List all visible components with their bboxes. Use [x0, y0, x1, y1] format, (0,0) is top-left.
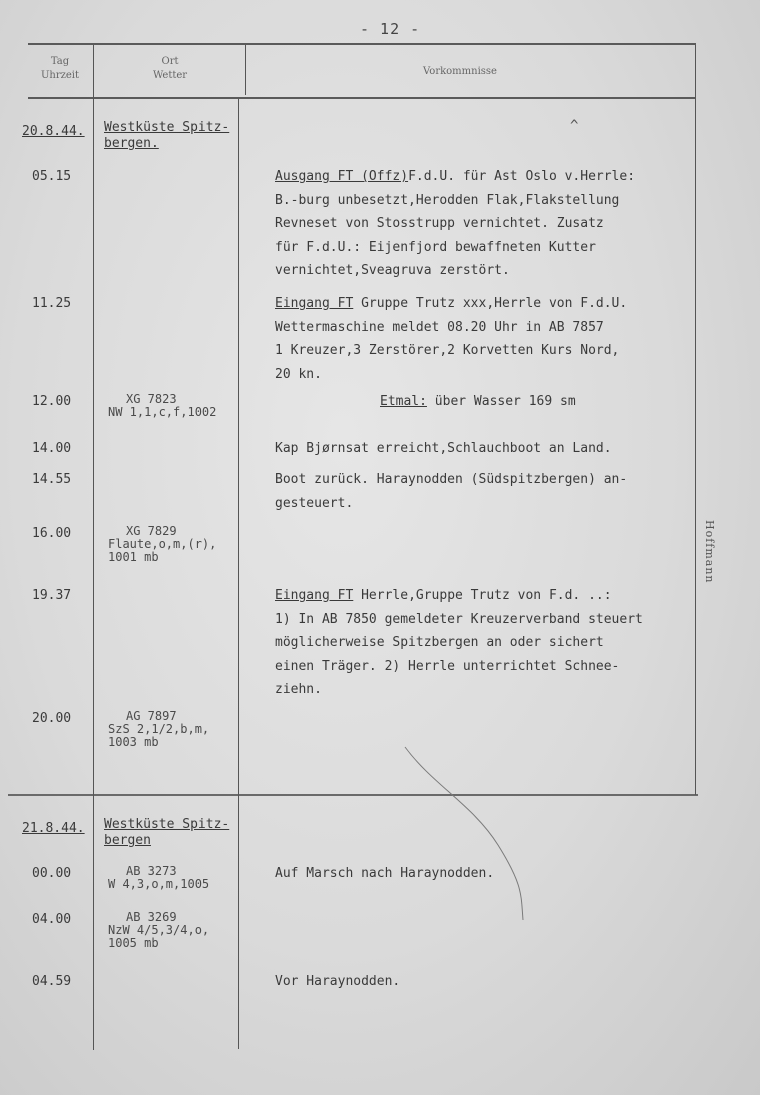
entry-text-line: 1) In AB 7850 gemeldeter Kreuzerverband steuert: [275, 611, 643, 627]
entry-place-weather: AB 3269: [126, 910, 177, 924]
section-place: bergen.: [104, 136, 159, 151]
entry-time: 11.25: [32, 296, 72, 311]
entry-place-weather: Flaute,o,m,(r),: [108, 537, 217, 551]
entry-time: 14.00: [32, 441, 72, 456]
entry-place-weather: NW 1,1,c,f,1002: [108, 405, 217, 419]
side-note: Hoffmann: [703, 520, 716, 584]
entry-text-line: möglicherweise Spitzbergen an oder sichert: [275, 635, 604, 650]
entry-text: Boot zurück. Haraynodden (Südspitzbergen) an-: [275, 472, 628, 487]
entry-time: 04.59: [32, 974, 72, 989]
column-divider-2-lower: [238, 99, 239, 1049]
entry-place-weather: XG 7823: [126, 392, 177, 406]
entry-text-line: [275, 584, 612, 607]
entry-text-line: vernichtet,Sveagruva zerstört.: [275, 263, 510, 278]
entry-time: 14.55: [32, 472, 72, 487]
entry-text-line: 1 Kreuzer,3 Zerstörer,2 Korvetten Kurs Nord,: [275, 343, 620, 358]
entry-place-weather: 1005 mb: [108, 936, 159, 950]
column-divider-3: [695, 45, 696, 795]
entry-text: über Wasser 169 sm: [426, 394, 576, 409]
stray-mark: ^: [570, 118, 579, 134]
entry-text: Kap Bjørnsat erreicht,Schlauchboot an Land.: [275, 441, 612, 456]
entry-text-line: Revneset von Stosstrupp vernichtet. Zusatz: [275, 216, 604, 231]
entry-text: F.d.U. für Ast Oslo v.Herrle:: [408, 169, 636, 184]
entry-text-line: [275, 970, 400, 993]
entry-text-line: ziehn.: [275, 682, 322, 697]
entry-place-weather: 1001 mb: [108, 550, 159, 564]
entry-text-line: gesteuert.: [275, 495, 354, 511]
table-top-rule: [28, 43, 696, 45]
entry-text-line: B.-burg unbesetzt,Herodden Flak,Flakstellung: [275, 192, 620, 208]
entry-time: 12.00: [32, 394, 72, 409]
header-bottom-rule: [28, 97, 696, 99]
entry-place-weather: NzW 4/5,3/4,o,: [108, 923, 210, 937]
section-place: bergen: [104, 833, 151, 848]
entry-label: Etmal:: [380, 394, 427, 409]
entry-time: 20.00: [32, 711, 72, 726]
entry-text: Vor Haraynodden.: [275, 974, 401, 989]
entry-label: Eingang FT: [275, 296, 354, 311]
entry-label: Eingang FT: [275, 588, 354, 603]
entry-time: 05.15: [32, 169, 72, 184]
entry-text-line: einen Träger. 2) Herrle unterrichtet Schnee-: [275, 658, 620, 674]
entry-place-weather: SzS 2,1/2,b,m,: [108, 722, 210, 736]
entry-time: 04.00: [32, 912, 72, 927]
entry-time: 00.00: [32, 866, 72, 881]
header-col-date-time: Tag Uhrzeit: [40, 56, 80, 81]
section-place: Westküste Spitz-: [104, 120, 230, 135]
entry-label: Ausgang FT (Offz): [275, 169, 409, 184]
entry-text: Auf Marsch nach Haraynodden.: [275, 866, 495, 881]
column-divider-1: [93, 45, 94, 1050]
column-divider-2: [245, 45, 246, 95]
entry-text-line: [275, 437, 612, 460]
entry-text-line: [380, 390, 576, 413]
section-place: Westküste Spitz-: [104, 817, 230, 832]
entry-text-line: für F.d.U.: Eijenfjord bewaffneten Kutter: [275, 239, 596, 255]
entry-place-weather: AB 3273: [126, 864, 177, 878]
entry-place-weather: W 4,3,o,m,1005: [108, 877, 210, 891]
entry-text-line: [275, 165, 635, 188]
entry-text-line: [275, 468, 627, 491]
entry-time: 16.00: [32, 526, 72, 541]
section-date: 21.8.44.: [22, 821, 85, 836]
header-col-events: Vorkommnisse: [423, 66, 497, 77]
entry-text: Herrle,Gruppe Trutz von F.d. ..:: [353, 588, 612, 603]
entry-text-line: [275, 862, 494, 885]
entry-place-weather: AG 7897: [126, 709, 177, 723]
entry-text: Gruppe Trutz xxx,Herrle von F.d.U.: [353, 296, 628, 311]
header-col-place-weather: Ort Wetter: [152, 56, 188, 81]
section-date: 20.8.44.: [22, 124, 85, 139]
entry-text-line: [275, 292, 627, 315]
entry-text-line: Wettermaschine meldet 08.20 Uhr in AB 7857: [275, 319, 604, 335]
entry-time: 19.37: [32, 588, 72, 603]
entry-text-line: 20 kn.: [275, 366, 322, 382]
entry-place-weather: 1003 mb: [108, 735, 159, 749]
paper-crease: [403, 745, 533, 925]
page-number: - 12 -: [360, 20, 421, 38]
section-divider: [8, 794, 698, 796]
entry-place-weather: XG 7829: [126, 524, 177, 538]
